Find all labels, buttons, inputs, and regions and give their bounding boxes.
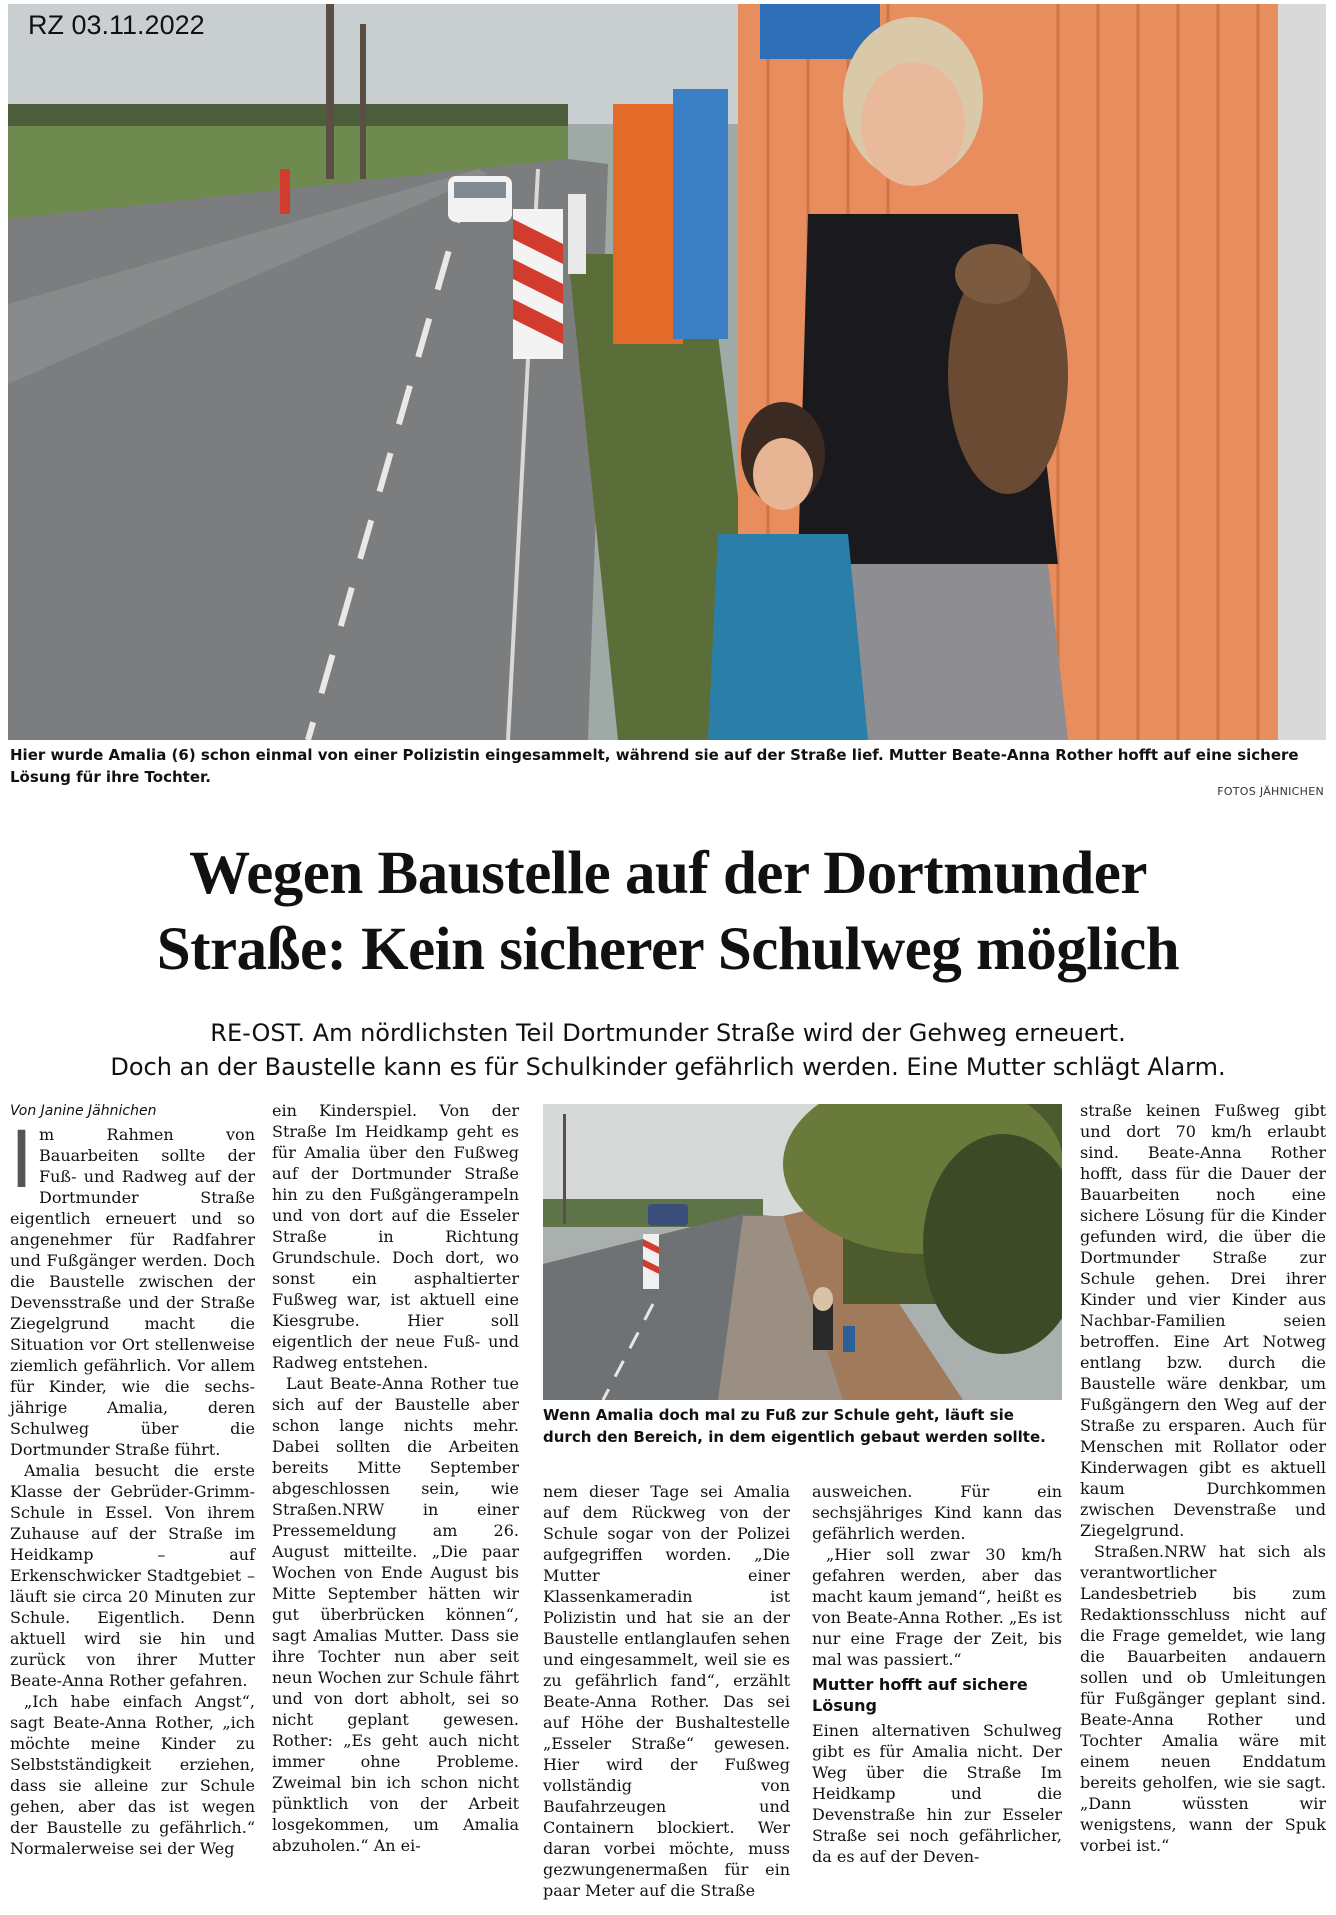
- article-column-3: [543, 1481, 790, 1901]
- paragraph: Straßen.NRW hat sich als verantwortlicher Landesbetrieb bis zum Redaktionsschluss nicht auf die Frage gemeldet, wie lang die Bauarbeiten andauern sollen und ob Umleitungen für Fußgänger geplant sind. Beate-Anna Rother und Tochter Amalia wäre mit einem neuen Enddatum bereits geholfen, wie sie sagt. „Dann wüssten wir wenigstens, wann der Spuk vorbei ist.“: [1080, 1542, 1326, 1855]
- paragraph: „Hier soll zwar 30 km/h gefahren werden, aber das macht kaum jemand“, heißt es von Beate-Anna Rother. „Es ist nur eine Frage der Zeit, bis mal was passiert.“: [812, 1545, 1062, 1669]
- article-column-4: [812, 1481, 1062, 1867]
- paragraph: ein Kinderspiel. Von der Straße Im Heidkamp geht es für Amalia über den Fußweg auf der Dortmunder Straße hin zu den Fußgängerampeln und von dort auf die Esseler Straße in Richtung Grundschule. Doch dort, wo sonst ein asphaltierter Fußweg war, ist aktuell eine Kiesgrube. Hier soll eigentlich der neue Fuß- und Radweg entstehen.: [272, 1101, 519, 1372]
- byline: Von Janine Jähnichen: [10, 1103, 157, 1119]
- main-photo-caption: Hier wurde Amalia (6) schon einmal von einer Polizistin eingesammelt, während sie auf der Straße lief. Mutter Beate-Anna Rother hofft auf eine sichere Lösung für ihre Tochter.: [10, 746, 1299, 786]
- paragraph: straße keinen Fußweg gibt und dort 70 km/h erlaubt sind. Beate-Anna Rother hofft, dass für die Dauer der Bauarbeiten noch eine sichere Lösung für die Kinder gefunden wird, die über die Dortmunder Straße zur Schule gehen. Drei ihrer Kinder und vier Kinder aus Nachbar-Familien seien betroffen. Eine Art Notweg entlang bzw. durch die Baustelle wäre denkbar, um Fußgängern den Weg auf der Straße zu ersparen. Auch für Menschen mit Rollator oder Kinderwagen gibt es aktuell kaum Durchkommen zwischen Devenstraße und Ziegelgrund.: [1080, 1101, 1326, 1540]
- headline-line-1: Wegen Baustelle auf der Dortmunder: [189, 840, 1147, 907]
- teaser-line-1: RE-OST. Am nördlichsten Teil Dortmunder Straße wird der Gehweg erneuert.: [210, 1019, 1126, 1047]
- article-teaser: [0, 1016, 1336, 1084]
- paragraph: Amalia besucht die erste Klasse der Gebrüder-Grimm-Schule in Essel. Von ihrem Zuhause auf der Straße im Heidkamp – auf Erkenschwicker Stadtgebiet – läuft sie circa 20 Minuten zur Schule. Eigentlich. Denn aktuell wird sie hin und zurück von ihrer Mutter Beate-Anna Rother gefahren.: [10, 1461, 255, 1690]
- paragraph: nem dieser Tage sei Amalia auf dem Rückweg von der Schule sogar von der Polizei aufgegriffen worden. „Die Mutter einer Klassenkameradin ist Polizistin und hat sie an der Baustelle entlanglaufen sehen und eingesammelt, weil sie es zu gefährlich fand“, erzählt Beate-Anna Rother. Das sei auf Höhe der Bushaltestelle „Esseler Straße“ gewesen. Hier wird der Fußweg vollständig von Baufahrzeugen und Containern blockiert. Wer daran vorbei möchte, muss gezwungenermaßen für ein paar Meter auf die Straße: [543, 1482, 790, 1900]
- inline-photo: [543, 1104, 1062, 1400]
- inline-photo-caption: Wenn Amalia doch mal zu Fuß zur Schule geht, läuft sie durch den Bereich, in dem eigentlich gebaut werden sollte.: [543, 1406, 1046, 1446]
- paragraph: [10, 1116, 255, 1460]
- paragraph: Einen alternativen Schulweg gibt es für Amalia nicht. Der Weg über die Straße Im Heidkamp und die Devenstraße hin zur Esseler Straße sei noch gefährlicher, da es auf der Deven-: [812, 1721, 1062, 1866]
- main-photo: [8, 4, 1326, 740]
- subheading: Mutter hofft auf sichere Lösung: [812, 1675, 1028, 1715]
- photo-credit: FOTOS JÄHNICHEN: [1217, 785, 1324, 798]
- article-column-5: [1080, 1100, 1326, 1856]
- paragraph: ausweichen. Für ein sechsjähriges Kind kann das gefährlich werden.: [812, 1482, 1062, 1543]
- article-headline: [0, 836, 1336, 988]
- headline-line-2: Straße: Kein sicherer Schulweg möglich: [156, 916, 1180, 983]
- paragraph: „Ich habe einfach Angst“, sagt Beate-Anna Rother, „ich möchte meine Kinder zu Selbstständigkeit erziehen, dass sie alleine zur Schule gehen, aber das ist wegen der Baustelle zu gefährlich.“ Normalerweise sei der Weg: [10, 1692, 255, 1858]
- main-photo-illustration: [8, 4, 1326, 740]
- paragraph-text: m Rahmen von Bauarbeiten sollte der Fuß- und Radweg auf der Dortmunder Straße eigentlich erneuert und so angenehmer für Radfahrer und Fußgänger werden. Doch die Baustelle zwischen der Devensstraße und der Straße Ziegelgrund macht die Situation vor Ort stellenweise ziemlich gefährlich. Vor allem für Kinder, wie die sechs-jährige Amalia, deren Schulweg über die Dortmunder Straße führt.: [10, 1125, 255, 1459]
- article-column-1: [10, 1100, 255, 1859]
- inline-photo-illustration: [543, 1104, 1062, 1400]
- clipping-date-label: RZ 03.11.2022: [28, 10, 205, 40]
- drop-cap: I: [10, 1116, 34, 1206]
- article-column-2: [272, 1100, 519, 1856]
- paragraph: Laut Beate-Anna Rother tue sich auf der Baustelle aber schon lange nichts mehr. Dabei sollten die Arbeiten bereits Mitte September abgeschlossen sein, wie Straßen.NRW in einer Pressemeldung am 26. August mitteilte. „Die paar Wochen von Ende August bis Mitte September hätten wir gut überbrücken können“, sagt Amalias Mutter. Dass sie ihre Tochter nun aber seit neun Wochen zur Schule fährt und von dort abholt, sei so nicht geplant gewesen. Rother: „Es geht auch nicht immer ohne Probleme. Zweimal bin ich schon nicht pünktlich von der Arbeit losgekommen, um Amalia abzuholen.“ An ei-: [272, 1374, 519, 1855]
- teaser-line-2: Doch an der Baustelle kann es für Schulkinder gefährlich werden. Eine Mutter schlägt Alarm.: [110, 1053, 1226, 1081]
